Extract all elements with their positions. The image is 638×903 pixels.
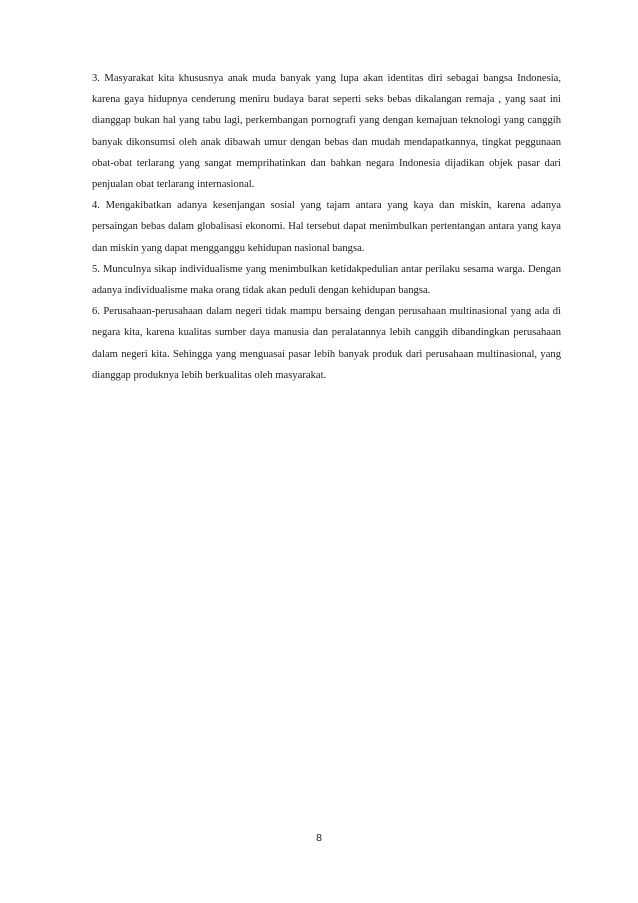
paragraph-item-5: 5. Munculnya sikap individualisme yang menimbulkan ketidakpedulian antar perilaku sesama warga. Dengan adanya individualisme maka orang tidak akan peduli dengan kehidupan bangsa. bbox=[92, 263, 561, 297]
paragraph-item-3: 3. Masyarakat kita khususnya anak muda banyak yang lupa akan identitas diri sebagai bangsa Indonesia, karena gaya hidupnya cenderung meniru budaya barat seperti seks bebas dikalangan remaja , yang saat ini dianggap bukan hal yang tabu lagi, perkembangan pornografi yang dengan kemajuan teknologi yang canggih banyak dikonsumsi oleh anak dibawah umur dengan bebas dan mudah mendapatkannya, tingkat peggunaan obat-obat terlarang yang sangat memprihatinkan dan bahkan negara Indonesia dijadikan objek pasar dari penjualan obat terlarang internasional. bbox=[92, 73, 561, 191]
document-body bbox=[92, 68, 561, 386]
paragraph-item-6: 6. Perusahaan-perusahaan dalam negeri tidak mampu bersaing dengan perusahaan multinasional yang ada di negara kita, karena kualitas sumber daya manusia dan peralatannya lebih canggih dibandingkan perusahaan dalam negeri kita. Sehingga yang menguasai pasar lebih banyak produk dari perusahaan multinasional, yang dianggap produknya lebih berkualitas oleh masyarakat. bbox=[92, 306, 561, 381]
paragraph-item-4: 4. Mengakibatkan adanya kesenjangan sosial yang tajam antara yang kaya dan miskin, karena adanya persaingan bebas dalam globalisasi ekonomi. Hal tersebut dapat menimbulkan pertentangan antara yang kaya dan miskin yang dapat mengganggu kehidupan nasional bangsa. bbox=[92, 200, 561, 254]
page-number: 8 bbox=[316, 832, 322, 844]
